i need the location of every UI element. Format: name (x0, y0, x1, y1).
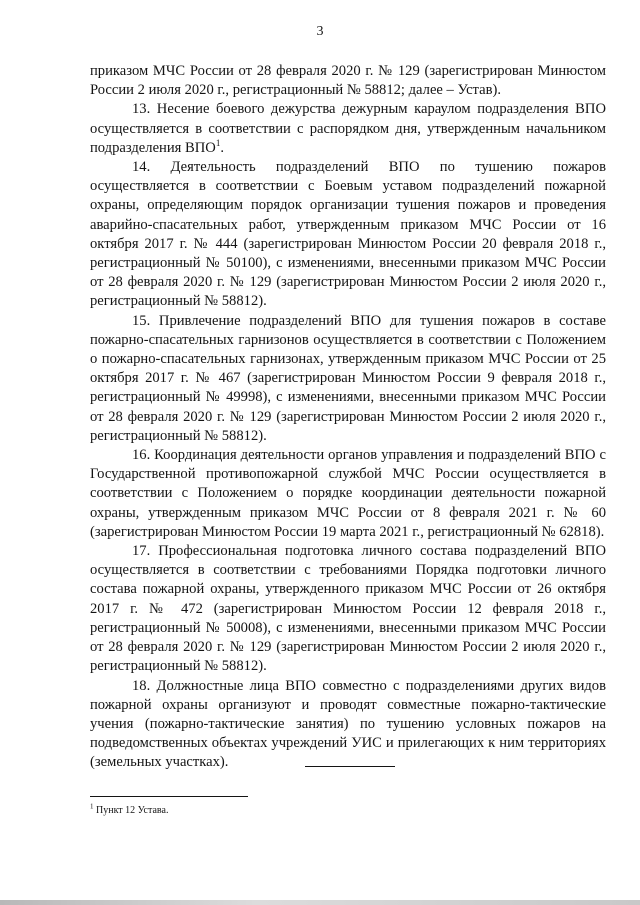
footnote-text: Пункт 12 Устава. (96, 805, 169, 816)
paragraph-14: 14. Деятельность подразделений ВПО по тушению пожаров осуществляется в соответствии с Боевым уставом подразделений пожарной охраны, определяющим порядок организации тушения пожаров и проведения аварийно-спасательных работ, утвержденным приказом МЧС России от 16 октября 2017 г. № 444 (зарегистрирован Минюстом России 20 февраля 2018 г., регистрационный № 50100), с изменениями, внесенными приказом МЧС России от 28 февраля 2020 г. № 129 (зарегистрирован Минюстом России 2 июля 2020 г., регистрационный № 58812). (90, 159, 606, 310)
paragraph-17: 17. Профессиональная подготовка личного состава подразделений ВПО осуществляется в соответствии с требованиями Порядка подготовки личного состава пожарной охраны, утвержденного приказом МЧС России от 26 октября 2017 г. № 472 (зарегистрирован Минюстом России 12 февраля 2018 г., регистрационный № 50008), с изменениями, внесенными приказом МЧС России от 28 февраля 2020 г. № 129 (зарегистрирован Минюстом России 2 июля 2020 г., регистрационный № 58812). (90, 543, 606, 675)
paragraph-13-text: 13. Несение боевого дежурства дежурным караулом подразделения ВПО осуществляется в соответствии с распорядком дня, утвержденным начальником подразделения ВПО (90, 101, 606, 156)
page-number: 3 (316, 24, 324, 39)
footnote (90, 804, 490, 817)
footnote-reference[interactable]: 1 (215, 137, 221, 148)
end-of-text-divider (305, 766, 395, 767)
paragraph-continuation: приказом МЧС России от 28 февраля 2020 г. № 129 (зарегистрирован Минюстом России 2 июля 2020 г., регистрационный № 58812; далее – Устав). (90, 63, 606, 99)
paragraph-13 (90, 100, 606, 158)
footnote-divider (90, 796, 248, 797)
document-body (90, 62, 606, 773)
paragraph-15: 15. Привлечение подразделений ВПО для тушения пожаров в составе пожарно-спасательных гарнизонов осуществляется в соответствии с Положением о пожарно-спасательных гарнизонах, утвержденным приказом МЧС России от 25 октября 2017 г. № 467 (зарегистрирован Минюстом России 9 февраля 2018 г., регистрационный № 49998), с изменениями, внесенными приказом МЧС России от 28 февраля 2020 г. № 129 (зарегистрирован Минюстом России 2 июля 2020 г., регистрационный № 58812). (90, 312, 606, 444)
paragraph-13-end: . (220, 139, 224, 156)
paragraph-18: 18. Должностные лица ВПО совместно с подразделениями других видов пожарной охраны организуют и проводят совместные пожарно-тактические учения (пожарно-тактические занятия) по тушению условных пожаров на подведомственных объектах учреждений УИС и прилегающих к ним территориях (земельных участках). (90, 677, 606, 771)
footnote-mark: 1 (90, 802, 94, 811)
scan-edge (0, 900, 640, 905)
paragraph-16: 16. Координация деятельности органов управления и подразделений ВПО с Государственной противопожарной службой МЧС России осуществляется в соответствии с Положением о порядке координации деятельности пожарной охраны, утвержденным приказом МЧС России от 8 февраля 2021 г. № 60 (зарегистрирован Минюстом России 19 марта 2021 г., регистрационный № 62818). (90, 447, 606, 540)
